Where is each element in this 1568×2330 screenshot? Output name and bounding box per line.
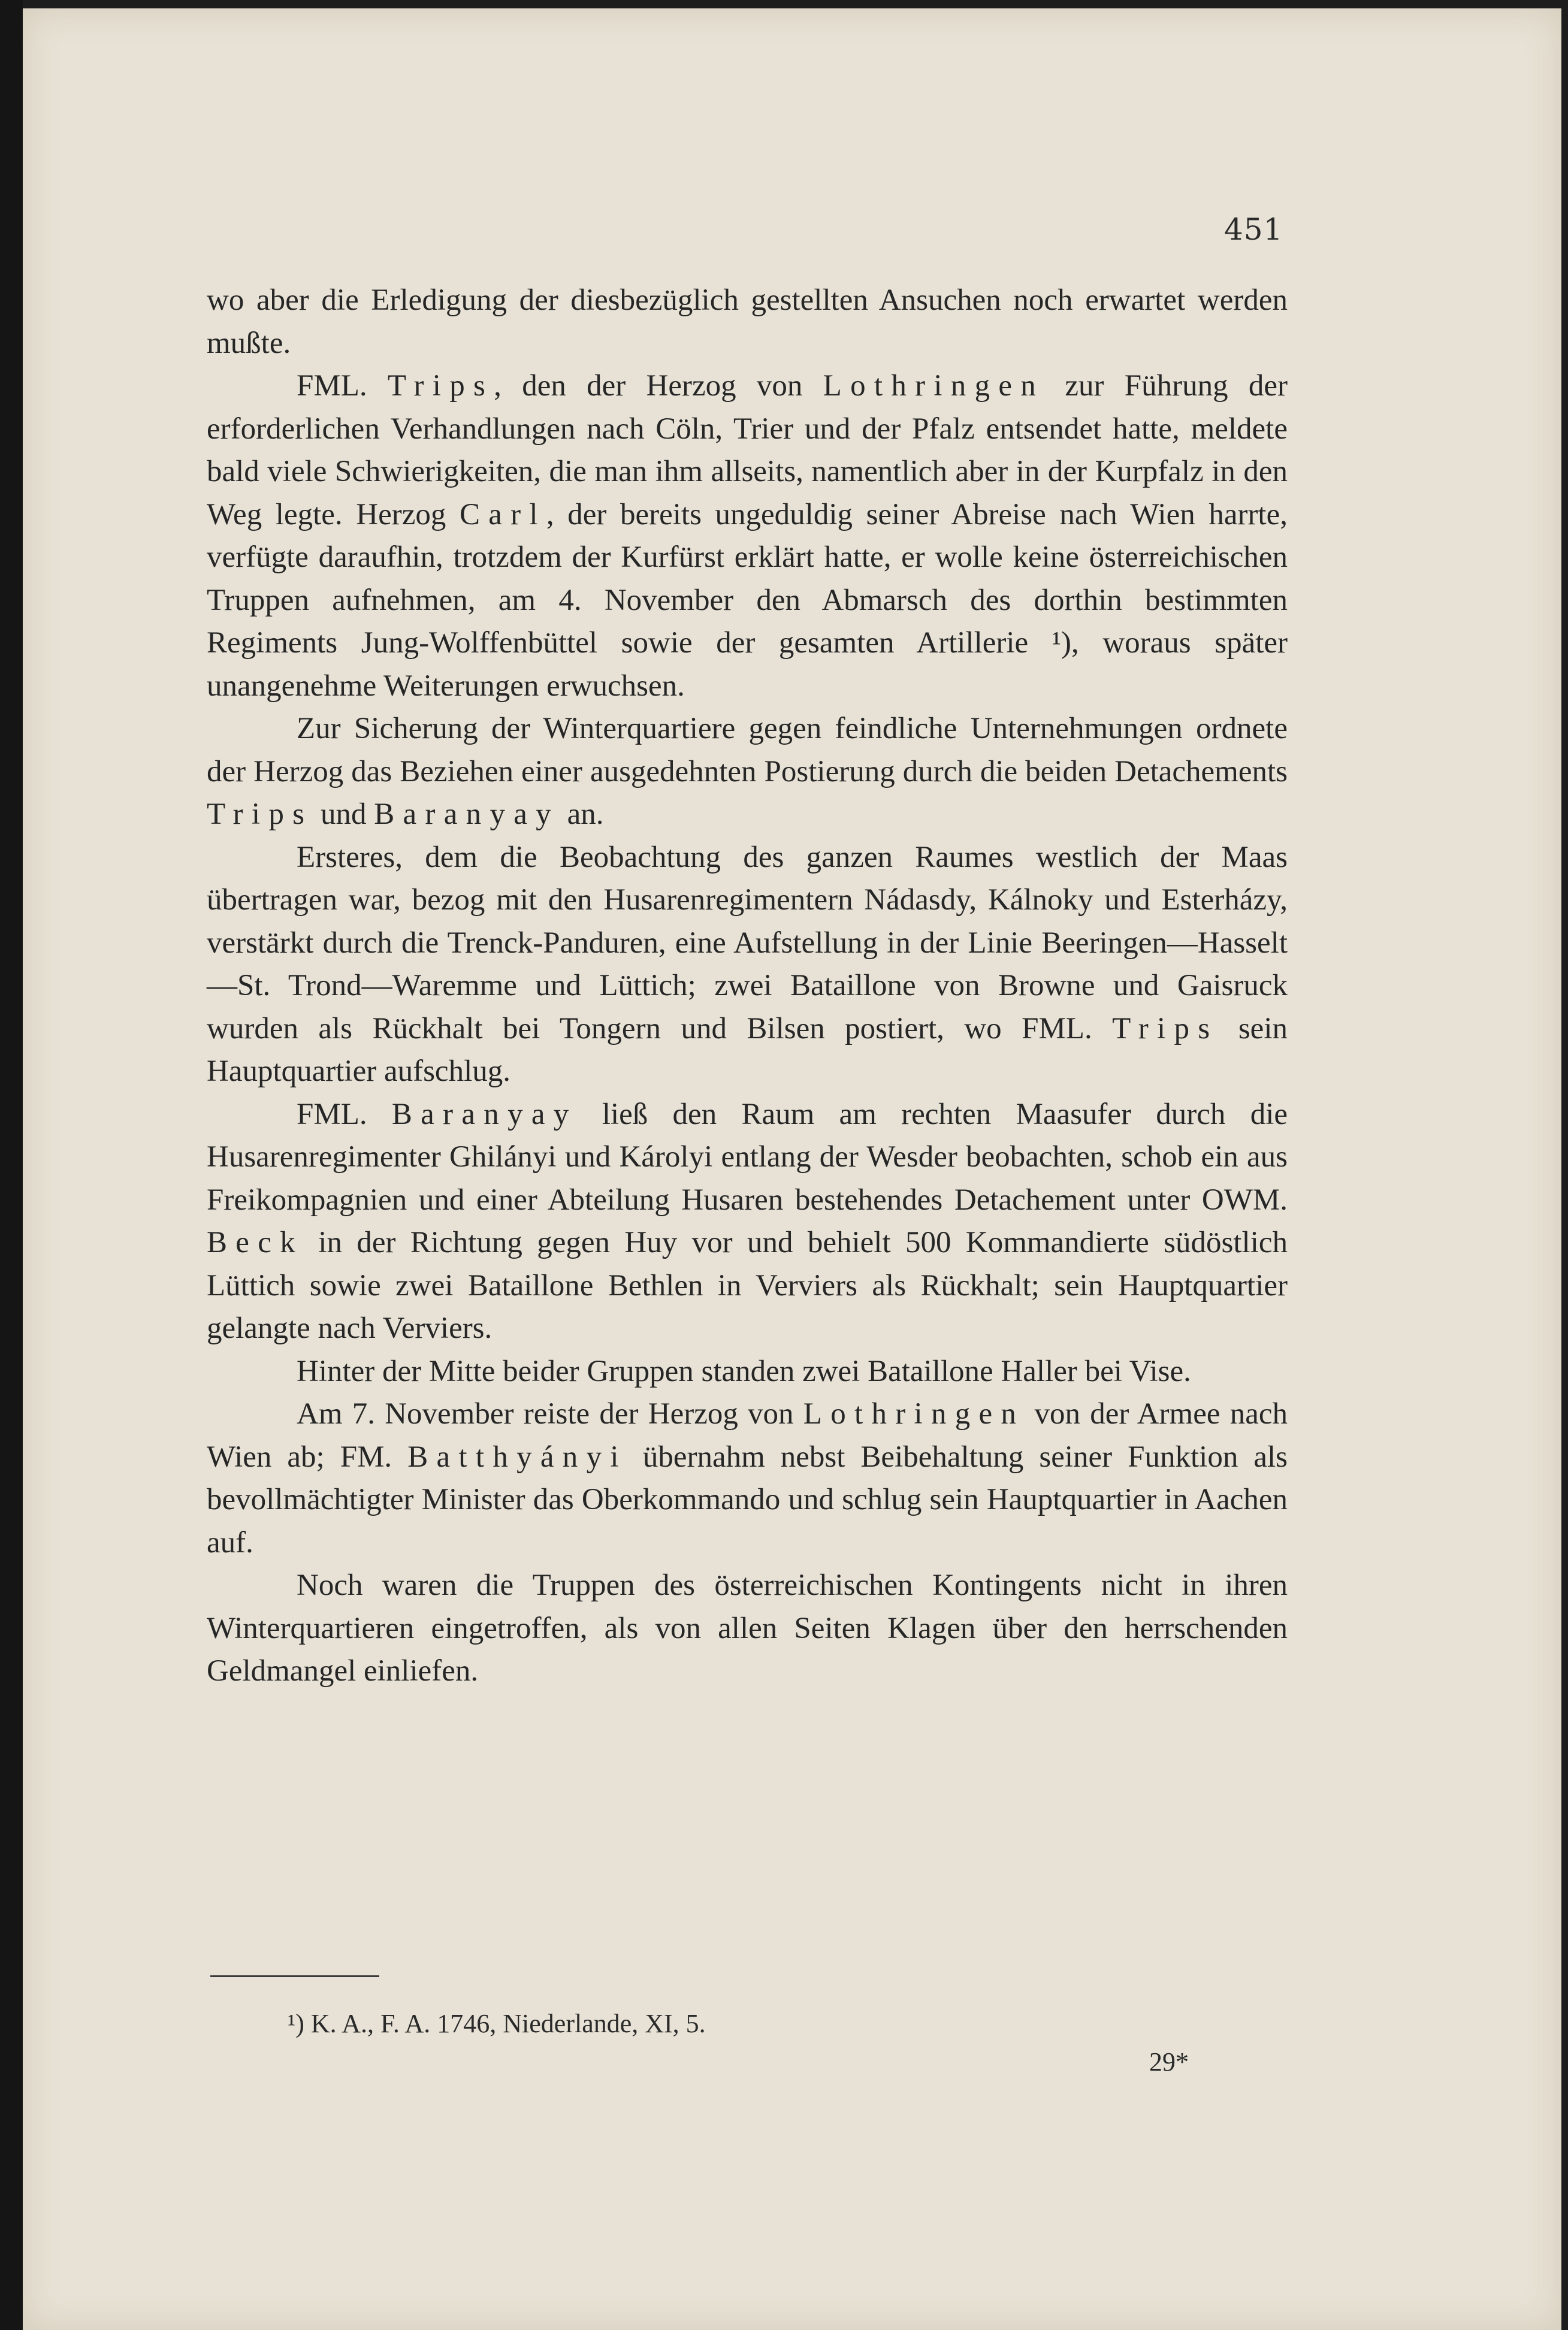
text-run: ließ den Raum am rechten Maasufer durch die Husarenregimenter Ghilányi und Károlyi entlang der Wesder beobachten, schob ein aus Freikompagnien und einer Abteilung Husaren bestehendes Detachement unter OWM. <box>207 1097 1288 1217</box>
footnote <box>288 2008 706 2039</box>
paragraph <box>207 279 1288 365</box>
spaced-name: Batthyányi <box>407 1440 627 1474</box>
text-run: FML. <box>297 369 388 403</box>
text-run: Hinter der Mitte beider Gruppen standen zwei Bataillone Haller bei Vise. <box>297 1354 1191 1388</box>
text-run: , den der Herzog von <box>494 369 823 403</box>
text-run: Am 7. November reiste der Herzog von <box>297 1397 803 1431</box>
footnote-mark: ¹) <box>288 2009 304 2038</box>
signature-mark: 29* <box>1149 2047 1189 2077</box>
text-run: übernahm nebst Beibehaltung seiner Funktion als bevollmächtigter Minister das Oberkommando und schlug sein Hauptquartier in Aachen auf. <box>207 1440 1288 1560</box>
spaced-name: Lothringen <box>803 1397 1025 1431</box>
text-run: zur Führung der erforderlichen Verhandlungen nach Cöln, Trier und der Pfalz entsendet hatte, meldete bald viele Schwierigkeiten, die man ihm allseits, namentlich aber in der Kurpfalz in den Weg legte. Herzog <box>207 369 1288 531</box>
spaced-name: Lothringen <box>823 369 1045 403</box>
spaced-name: Baranyay <box>391 1097 578 1131</box>
paragraph <box>207 365 1288 708</box>
text-run: FML. <box>297 1097 392 1131</box>
text-run: von der Armee nach Wien ab; FM. <box>207 1397 1288 1474</box>
paragraph <box>207 1393 1288 1564</box>
spaced-name: Trips <box>1112 1011 1219 1045</box>
paragraph <box>207 1350 1288 1394</box>
spaced-name: Baranyay <box>374 797 560 831</box>
footnote-text: K. A., F. A. 1746, Niederlande, XI, 5. <box>310 2009 706 2038</box>
paragraph <box>207 836 1288 1093</box>
body-text <box>207 279 1288 1693</box>
text-run: wo aber die Erledigung der diesbezüglich gestellten Ansuchen noch erwartet werden mußte. <box>207 283 1288 360</box>
text-run: Ersteres, dem die Beobachtung des ganzen Raumes westlich der Maas übertragen war, bezog mit den Husarenregimentern Nádasdy, Kálnoky und Esterházy, verstärkt durch die Trenck-Panduren, eine Aufstellung in der Linie Beeringen—Hasselt—St. Trond—Waremme und Lüttich; zwei Bataillone von Browne und Gaisruck wurden als Rückhalt bei Tongern und Bilsen postiert, wo FML. <box>207 840 1288 1045</box>
spaced-name: Carl <box>459 497 546 531</box>
text-run: und <box>313 797 374 831</box>
text-run: Zur Sicherung der Winterquartiere gegen feindliche Unternehmungen ordnete der Herzog das Beziehen einer ausgedehnten Postierung durch die beiden Detachements <box>207 712 1288 788</box>
spaced-name: Beck <box>207 1226 304 1259</box>
text-run: in der Richtung gegen Huy vor und behielt 500 Kommandierte südöstlich Lüttich sowie zwei Bataillone Bethlen in Verviers als Rückhalt; sein Hauptquartier gelangte nach Verviers. <box>207 1226 1288 1345</box>
text-run: Noch waren die Truppen des österreichischen Kontingents nicht in ihren Winterquartieren eingetroffen, als von allen Seiten Klagen über den herrschenden Geldmangel einliefen. <box>207 1569 1288 1688</box>
book-page <box>23 8 1561 2330</box>
text-run: an. <box>559 797 604 831</box>
text-run: sein Hauptquartier aufschlug. <box>207 1011 1288 1088</box>
paragraph <box>207 1093 1288 1350</box>
page-number: 451 <box>1224 212 1283 247</box>
spaced-name: Trips <box>387 369 494 403</box>
paragraph <box>207 1564 1288 1693</box>
scan-edge <box>0 0 23 2330</box>
text-run: , der bereits ungeduldig seiner Abreise nach Wien harrte, verfügte daraufhin, trotzdem der Kurfürst erklärt hatte, er wolle keine österreichischen Truppen aufnehmen, am 4. November den Abmarsch des dorthin bestimmten Regiments Jung-Wolffenbüttel sowie der gesamten Artillerie ¹), woraus später unangenehme Weiterungen erwuchsen. <box>207 497 1288 703</box>
footnote-rule <box>210 1975 379 1977</box>
spaced-name: Trips <box>207 797 313 831</box>
paragraph <box>207 708 1288 836</box>
